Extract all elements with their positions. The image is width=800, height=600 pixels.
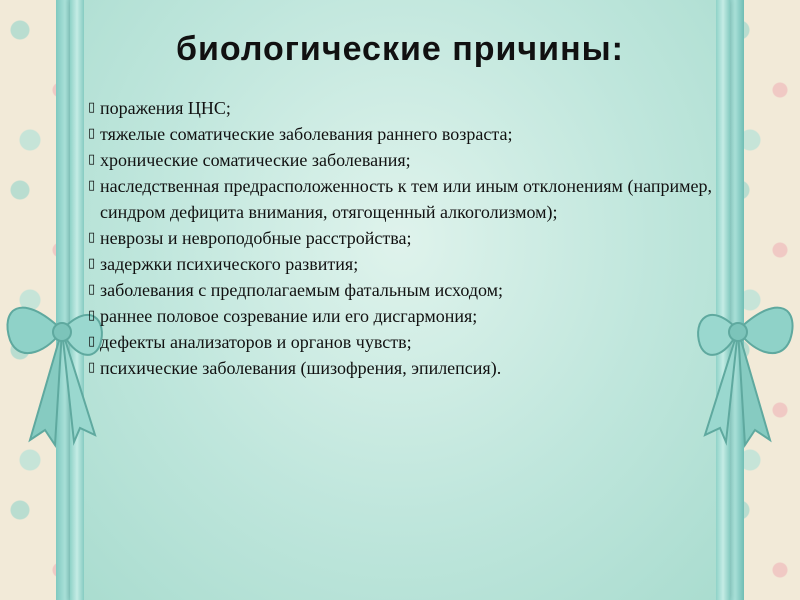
bullet-icon: ▯ bbox=[88, 178, 96, 193]
bullet-icon: ▯ bbox=[88, 152, 96, 167]
list-item: ▯ тяжелые соматические заболевания раннего возраста; bbox=[88, 121, 712, 147]
list-item: ▯ психические заболевания (шизофрения, эпилепсия). bbox=[88, 355, 712, 381]
list-item: ▯ заболевания с предполагаемым фатальным исходом; bbox=[88, 277, 712, 303]
list-item: ▯ хронические соматические заболевания; bbox=[88, 147, 712, 173]
list-item: ▯ поражения ЦНС; bbox=[88, 95, 712, 121]
bullet-icon: ▯ bbox=[88, 256, 96, 271]
bullet-icon: ▯ bbox=[88, 126, 96, 141]
list-item: ▯ задержки психического развития; bbox=[88, 251, 712, 277]
bullet-icon: ▯ bbox=[88, 308, 96, 323]
list-item: ▯ наследственная предрасположенность к тем или иным отклонениям (например, синдром дефицита внимания, отягощенный алкоголизмом); bbox=[88, 173, 712, 225]
bullet-icon: ▯ bbox=[88, 334, 96, 349]
slide-title: биологические причины: bbox=[176, 30, 624, 68]
list-item: ▯ раннее половое созревание или его дисгармония; bbox=[88, 303, 712, 329]
list-item: ▯ дефекты анализаторов и органов чувств; bbox=[88, 329, 712, 355]
list-item: ▯ неврозы и невроподобные расстройства; bbox=[88, 225, 712, 251]
bullet-icon: ▯ bbox=[88, 360, 96, 375]
bullet-icon: ▯ bbox=[88, 100, 96, 115]
bullet-icon: ▯ bbox=[88, 282, 96, 297]
bullet-icon: ▯ bbox=[88, 230, 96, 245]
causes-list bbox=[88, 95, 712, 381]
